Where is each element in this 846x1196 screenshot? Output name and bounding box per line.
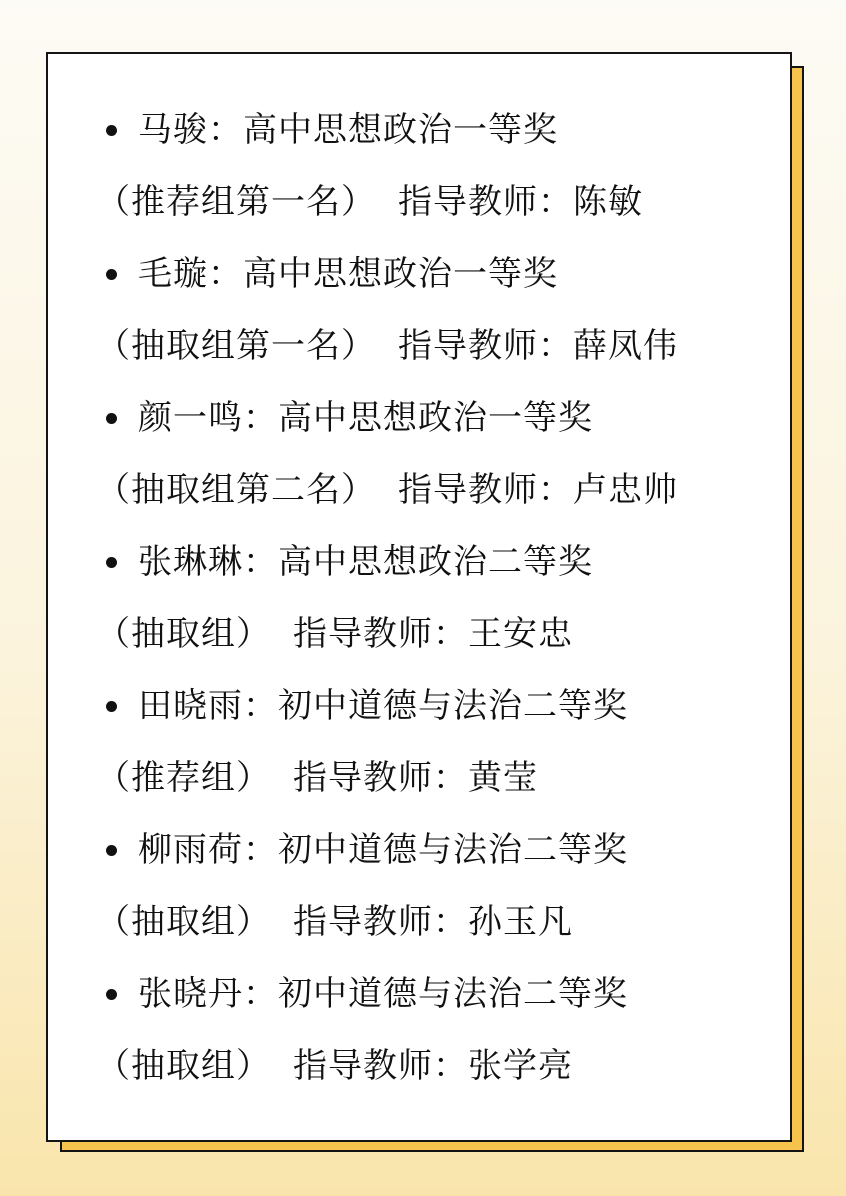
award-title: 高中思想政治一等奖	[243, 254, 558, 294]
teacher-label: 指导教师：	[398, 326, 573, 366]
separator: ：	[208, 254, 243, 294]
teacher-line	[96, 1046, 786, 1118]
bullet-icon	[106, 269, 117, 280]
teacher-line	[96, 614, 786, 686]
teacher-label: 指导教师：	[398, 470, 573, 510]
teacher-line	[96, 326, 786, 398]
teacher-name: 黄莹	[468, 758, 538, 798]
award-card	[46, 52, 792, 1142]
award-title: 初中道德与法治二等奖	[278, 830, 628, 870]
award-line	[96, 254, 786, 326]
separator: ：	[208, 110, 243, 150]
group-label: （推荐组）	[96, 758, 271, 798]
award-title: 高中思想政治一等奖	[243, 110, 558, 150]
bullet-icon	[106, 989, 117, 1000]
student-name: 张琳琳	[138, 542, 243, 582]
award-title: 初中道德与法治二等奖	[278, 686, 628, 726]
award-line	[96, 830, 786, 902]
bullet-icon	[106, 557, 117, 568]
separator: ：	[243, 830, 278, 870]
teacher-label: 指导教师：	[398, 182, 573, 222]
award-title: 高中思想政治二等奖	[278, 542, 593, 582]
award-title: 初中道德与法治二等奖	[278, 974, 628, 1014]
separator: ：	[243, 686, 278, 726]
teacher-name: 薛凤伟	[573, 326, 678, 366]
teacher-line	[96, 182, 786, 254]
teacher-line	[96, 758, 786, 830]
teacher-name: 卢忠帅	[573, 470, 678, 510]
group-label: （抽取组）	[96, 902, 271, 942]
teacher-line	[96, 902, 786, 974]
student-name: 柳雨荷	[138, 830, 243, 870]
separator: ：	[243, 542, 278, 582]
student-name: 毛璇	[138, 254, 208, 294]
teacher-label: 指导教师：	[293, 1046, 468, 1086]
group-label: （抽取组第二名）	[96, 470, 376, 510]
group-label: （抽取组第一名）	[96, 326, 376, 366]
bullet-icon	[106, 413, 117, 424]
award-line	[96, 542, 786, 614]
student-name: 张晓丹	[138, 974, 243, 1014]
teacher-name: 陈敏	[573, 182, 643, 222]
separator: ：	[243, 398, 278, 438]
award-line	[96, 974, 786, 1046]
award-list	[96, 110, 786, 1118]
teacher-label: 指导教师：	[293, 902, 468, 942]
award-line	[96, 110, 786, 182]
student-name: 颜一鸣	[138, 398, 243, 438]
teacher-name: 孙玉凡	[468, 902, 573, 942]
award-title: 高中思想政治一等奖	[278, 398, 593, 438]
student-name: 马骏	[138, 110, 208, 150]
teacher-label: 指导教师：	[293, 614, 468, 654]
student-name: 田晓雨	[138, 686, 243, 726]
bullet-icon	[106, 125, 117, 136]
group-label: （推荐组第一名）	[96, 182, 376, 222]
teacher-name: 张学亮	[468, 1046, 573, 1086]
award-line	[96, 398, 786, 470]
group-label: （抽取组）	[96, 614, 271, 654]
teacher-line	[96, 470, 786, 542]
group-label: （抽取组）	[96, 1046, 271, 1086]
teacher-label: 指导教师：	[293, 758, 468, 798]
award-line	[96, 686, 786, 758]
bullet-icon	[106, 845, 117, 856]
teacher-name: 王安忠	[468, 614, 573, 654]
separator: ：	[243, 974, 278, 1014]
bullet-icon	[106, 701, 117, 712]
